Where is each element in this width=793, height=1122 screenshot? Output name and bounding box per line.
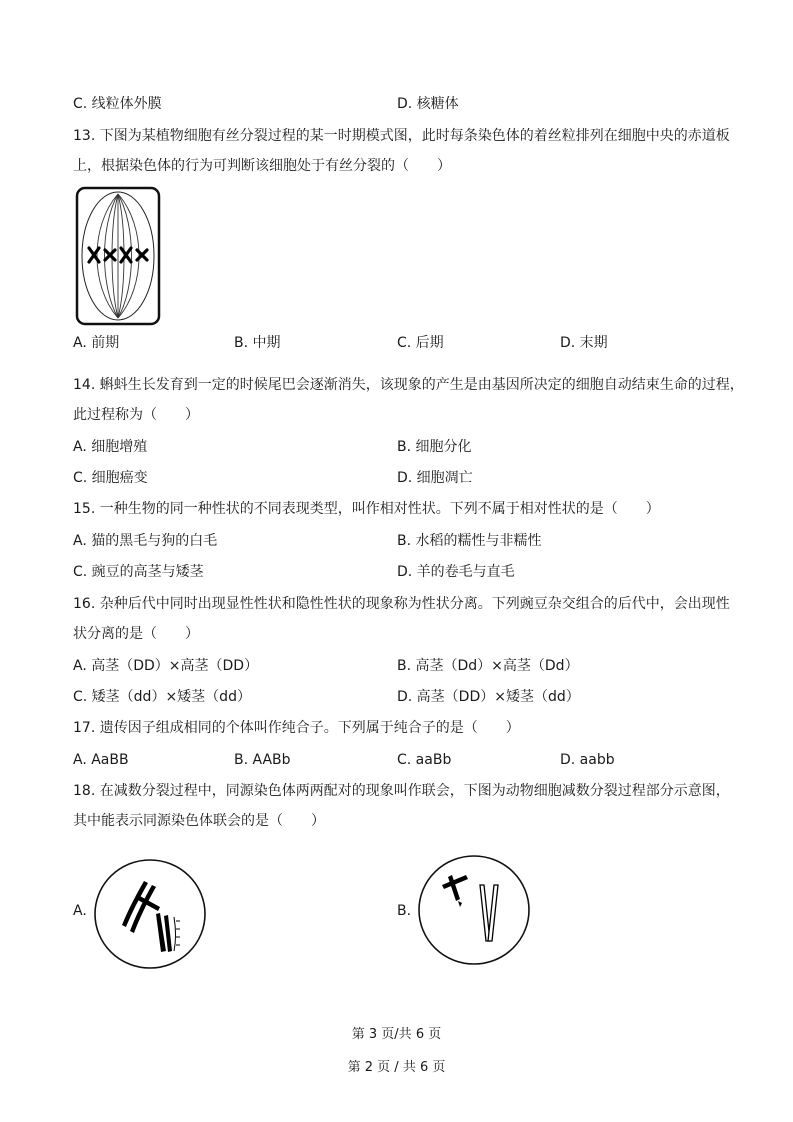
- q14-option-d: D. 细胞凋亡: [397, 470, 473, 486]
- q18-option-b: B.: [397, 903, 412, 919]
- q12-option-c: C. 线粒体外膜: [73, 96, 162, 112]
- q17-stem-line1: 17. 遗传因子组成相同的个体叫作纯合子。下列属于纯合子的是（ ）: [73, 720, 520, 736]
- q17-option-d: D. aabb: [560, 752, 615, 768]
- q16-option-c: C. 矮茎（dd）×矮茎（dd）: [73, 689, 251, 705]
- q15-option-d: D. 羊的卷毛与直毛: [397, 564, 515, 580]
- q17-option-a: A. AaBB: [73, 752, 129, 768]
- q12-option-d: D. 核糖体: [397, 96, 459, 112]
- q13-option-d: D. 末期: [560, 335, 608, 351]
- q18-stem-line1: 18. 在减数分裂过程中，同源染色体两两配对的现象叫作联会，下图为动物细胞减数分裂过程部分示意图，: [73, 783, 730, 799]
- q17-option-c: C. aaBb: [397, 752, 452, 768]
- q18-stem-line2: 其中能表示同源染色体联会的是（ ）: [73, 813, 325, 829]
- page-footer-inner: 第 3 页/共 6 页: [351, 1027, 442, 1042]
- page-footer-outer: 第 2 页 / 共 6 页: [347, 1060, 446, 1075]
- q14-option-c: C. 细胞癌变: [73, 470, 148, 486]
- q14-option-b: B. 细胞分化: [397, 439, 472, 455]
- q18-option-a: A.: [73, 903, 87, 919]
- q17-option-b: B. AABb: [234, 752, 291, 768]
- q13-option-b: B. 中期: [234, 335, 281, 351]
- q16-option-a: A. 高茎（DD）×高茎（DD）: [73, 658, 259, 674]
- q14-stem-line2: 此过程称为（ ）: [73, 407, 199, 423]
- q16-stem-line1: 16. 杂种后代中同时出现显性性状和隐性性状的现象称为性状分离。下列豌豆杂交组合的后代中，会出现性: [73, 596, 730, 612]
- q13-option-a: A. 前期: [73, 335, 120, 351]
- q15-option-a: A. 猫的黑毛与狗的白毛: [73, 533, 218, 549]
- q13-stem-line1: 13. 下图为某植物细胞有丝分裂过程的某一时期模式图，此时每条染色体的着丝粒排列在细胞中央的赤道板: [73, 128, 730, 144]
- q16-option-b: B. 高茎（Dd）×高茎（Dd）: [397, 658, 579, 674]
- q15-stem-line1: 15. 一种生物的同一种性状的不同表现类型，叫作相对性状。下列不属于相对性状的是（ ）: [73, 501, 660, 517]
- q15-option-c: C. 豌豆的高茎与矮茎: [73, 564, 204, 580]
- q16-stem-line2: 状分离的是（ ）: [73, 626, 199, 642]
- q13-option-c: C. 后期: [397, 335, 444, 351]
- q16-option-d: D. 高茎（DD）×矮茎（dd）: [397, 689, 580, 705]
- q15-option-b: B. 水稻的糯性与非糯性: [397, 533, 542, 549]
- animal-cell-figure-b: [414, 851, 534, 969]
- q14-option-a: A. 细胞增殖: [73, 439, 148, 455]
- plant-cell-metaphase-figure: [75, 186, 161, 326]
- q13-stem-line2: 上，根据染色体的行为可判断该细胞处于有丝分裂的（ ）: [73, 158, 451, 174]
- q14-stem-line1: 14. 蝌蚪生长发育到一定的时候尾巴会逐渐消失，该现象的产生是由基因所决定的细胞自动结束生命的过程，: [73, 377, 744, 393]
- animal-cell-figure-a: [90, 855, 210, 973]
